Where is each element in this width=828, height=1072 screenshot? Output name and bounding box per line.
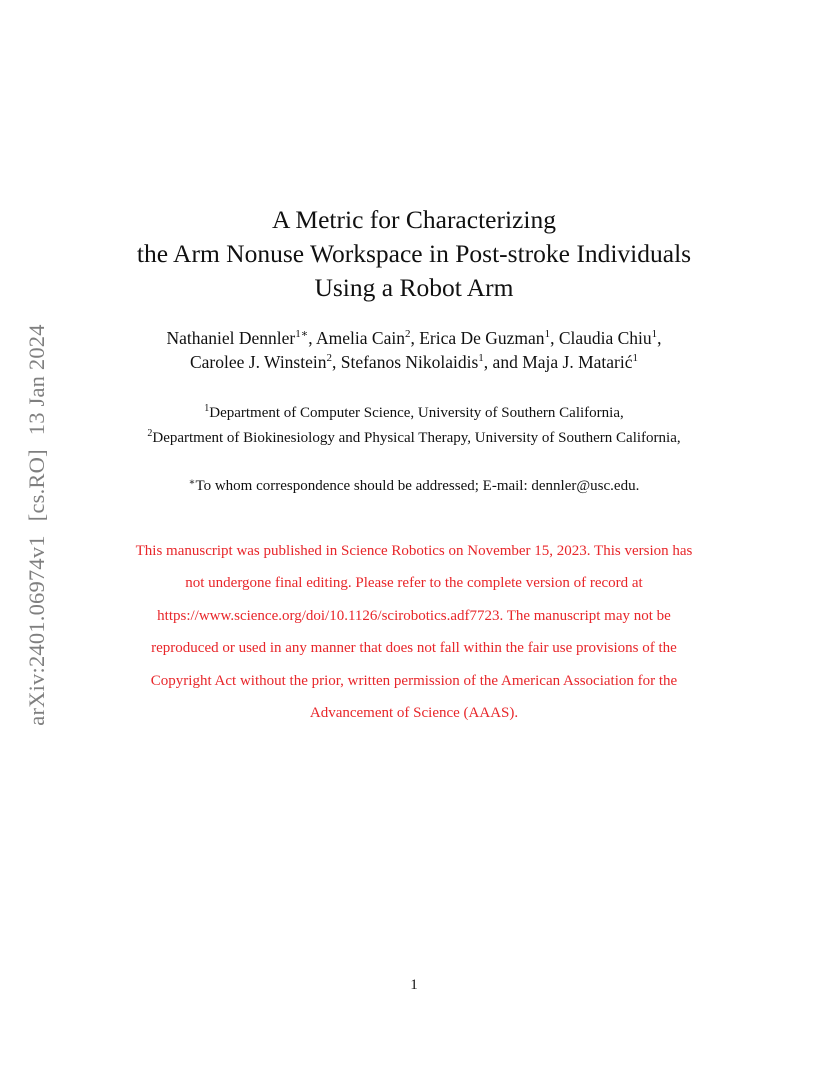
author-name: Erica De Guzman [419,328,545,348]
affiliation-text: Department of Biokinesiology and Physical Therapy, University of Southern California, [152,430,681,446]
paper-title [0,203,828,305]
author-separator: , [410,328,420,348]
title-line-1: A Metric for Characterizing [272,205,556,234]
author-name: Maja J. Matarić [522,352,633,372]
author-name: Amelia Cain [316,328,405,348]
notice-line-2: not undergone final editing. Please refer to the complete version of record at [185,575,643,592]
affiliation-2 [0,426,828,451]
correspondence-mark: ∗ [188,477,196,488]
notice-line-3: https://www.science.org/doi/10.1126/scirobotics.adf7723. The manuscript may not be [157,607,671,624]
author-name: Stefanos Nikolaidis [340,352,479,372]
arxiv-date: 13 Jan 2024 [24,324,49,436]
notice-line-1: This manuscript was published in Science Robotics on November 15, 2023. This version has [135,543,693,559]
author-affiliation-mark: 2 [326,352,332,364]
correspondence-note [0,476,828,496]
notice-line-4: reproduced or used in any manner that does not fall within the fair use provisions of the [151,640,677,657]
affiliation-mark: 2 [147,428,153,439]
author-separator: , [657,328,662,348]
title-line-3: Using a Robot Arm [314,273,514,302]
author-separator: , [550,328,559,348]
author-list [0,326,828,374]
author-affiliation-mark: 1 [544,328,551,340]
author-name: Nathaniel Dennler [166,328,296,348]
title-line-2: the Arm Nonuse Workspace in Post-stroke Individuals [136,239,692,268]
author-line-1 [0,326,828,350]
page-number: 1 [410,977,418,993]
author-separator: , [308,328,317,348]
arxiv-category: [cs.RO] [24,449,49,522]
author-affiliation-mark: 1 [478,352,484,364]
notice-line-6: Advancement of Science (AAAS). [309,705,519,722]
affiliation-mark: 1 [204,403,210,414]
author-affiliation-mark: 1∗ [295,328,309,340]
arxiv-id: arXiv:2401.06974v1 [24,535,49,726]
author-affiliation-mark: 1 [632,352,639,364]
author-line-2 [0,350,828,374]
author-affiliation-mark: 2 [404,328,411,340]
affiliation-text: Department of Computer Science, University of Southern California, [209,405,624,421]
author-separator: , and [483,352,523,372]
notice-line-5: Copyright Act without the prior, written permission of the American Association for the [150,672,678,689]
correspondence-text: To whom correspondence should be addressed; E-mail: dennler@usc.edu. [195,478,640,494]
affiliation-list [0,401,828,451]
affiliation-1 [0,401,828,426]
author-separator: , [331,352,341,372]
author-name: Claudia Chiu [558,328,652,348]
publication-notice [0,535,828,729]
author-name: Carolee J. Winstein [189,352,327,372]
author-affiliation-mark: 1 [651,328,658,340]
